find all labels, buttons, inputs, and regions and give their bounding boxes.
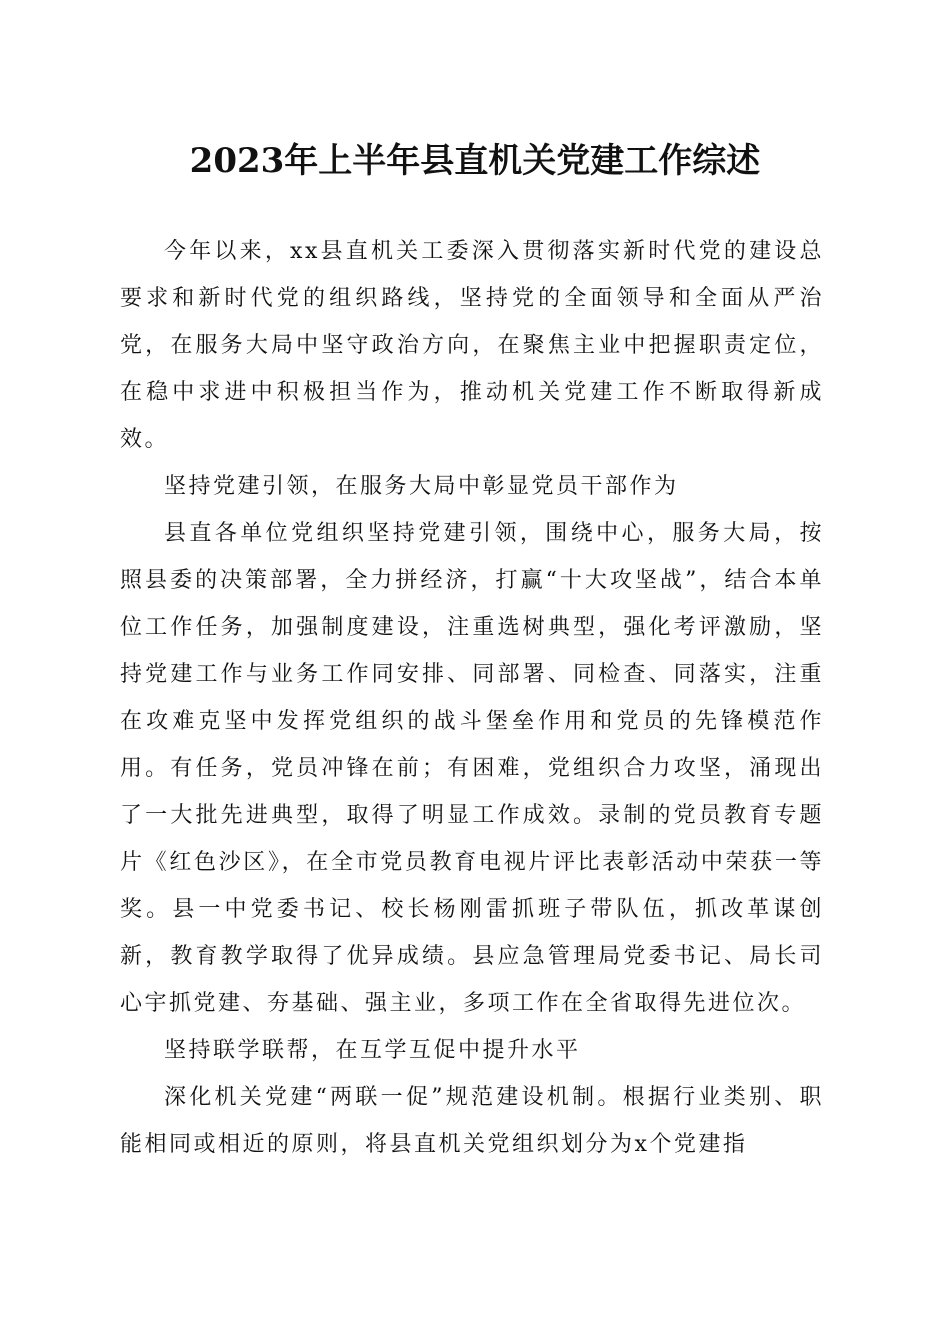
- section-heading-joint-learning: 坚持联学联帮，在互学互促中提升水平: [164, 1038, 581, 1063]
- paragraph-party-leadership: 县直各单位党组织坚持党建引领，围绕中心，服务大局，按照县委的决策部署，全力拼经济，打赢“十大攻坚战”，结合本单位工作任务，加强制度建设，注重选树典型，强化考评激励，坚持党建工作与业务工作同安排、同部署、同检查、同落实，注重在攻难克坚中发挥党组织的战斗堡垒作用和党员的先锋模范作用。有任务，党员冲锋在前；有困难，党组织合力攻坚，涌现出了一大批先进典型，取得了明显工作成效。录制的党员教育专题片《红色沙区》，在全市党员教育电视片评比表彰活动中荣获一等奖。县一中党委书记、校长杨刚雷抓班子带队伍，抓改革谋创新，教育教学取得了优异成绩。县应急管理局党委书记、局长司心宇抓党建、夯基础、强主业，多项工作在全省取得先进位次。: [120, 521, 824, 1016]
- document-title: 2023年上半年县直机关党建工作综述: [189, 141, 761, 181]
- section-heading-party-leadership: 坚持党建引领，在服务大局中彰显党员干部作为: [164, 474, 679, 499]
- paragraph-intro: 今年以来，xx县直机关工委深入贯彻落实新时代党的建设总要求和新时代党的组织路线，坚持党的全面领导和全面从严治党，在服务大局中坚守政治方向，在聚焦主业中把握职责定位，在稳中求进中积极担当作为，推动机关党建工作不断取得新成效。: [120, 239, 824, 452]
- paragraph-joint-learning: 深化机关党建“两联一促”规范建设机制。根据行业类别、职能相同或相近的原则，将县直机关党组织划分为x个党建指: [120, 1085, 824, 1157]
- document-body: [120, 228, 824, 1168]
